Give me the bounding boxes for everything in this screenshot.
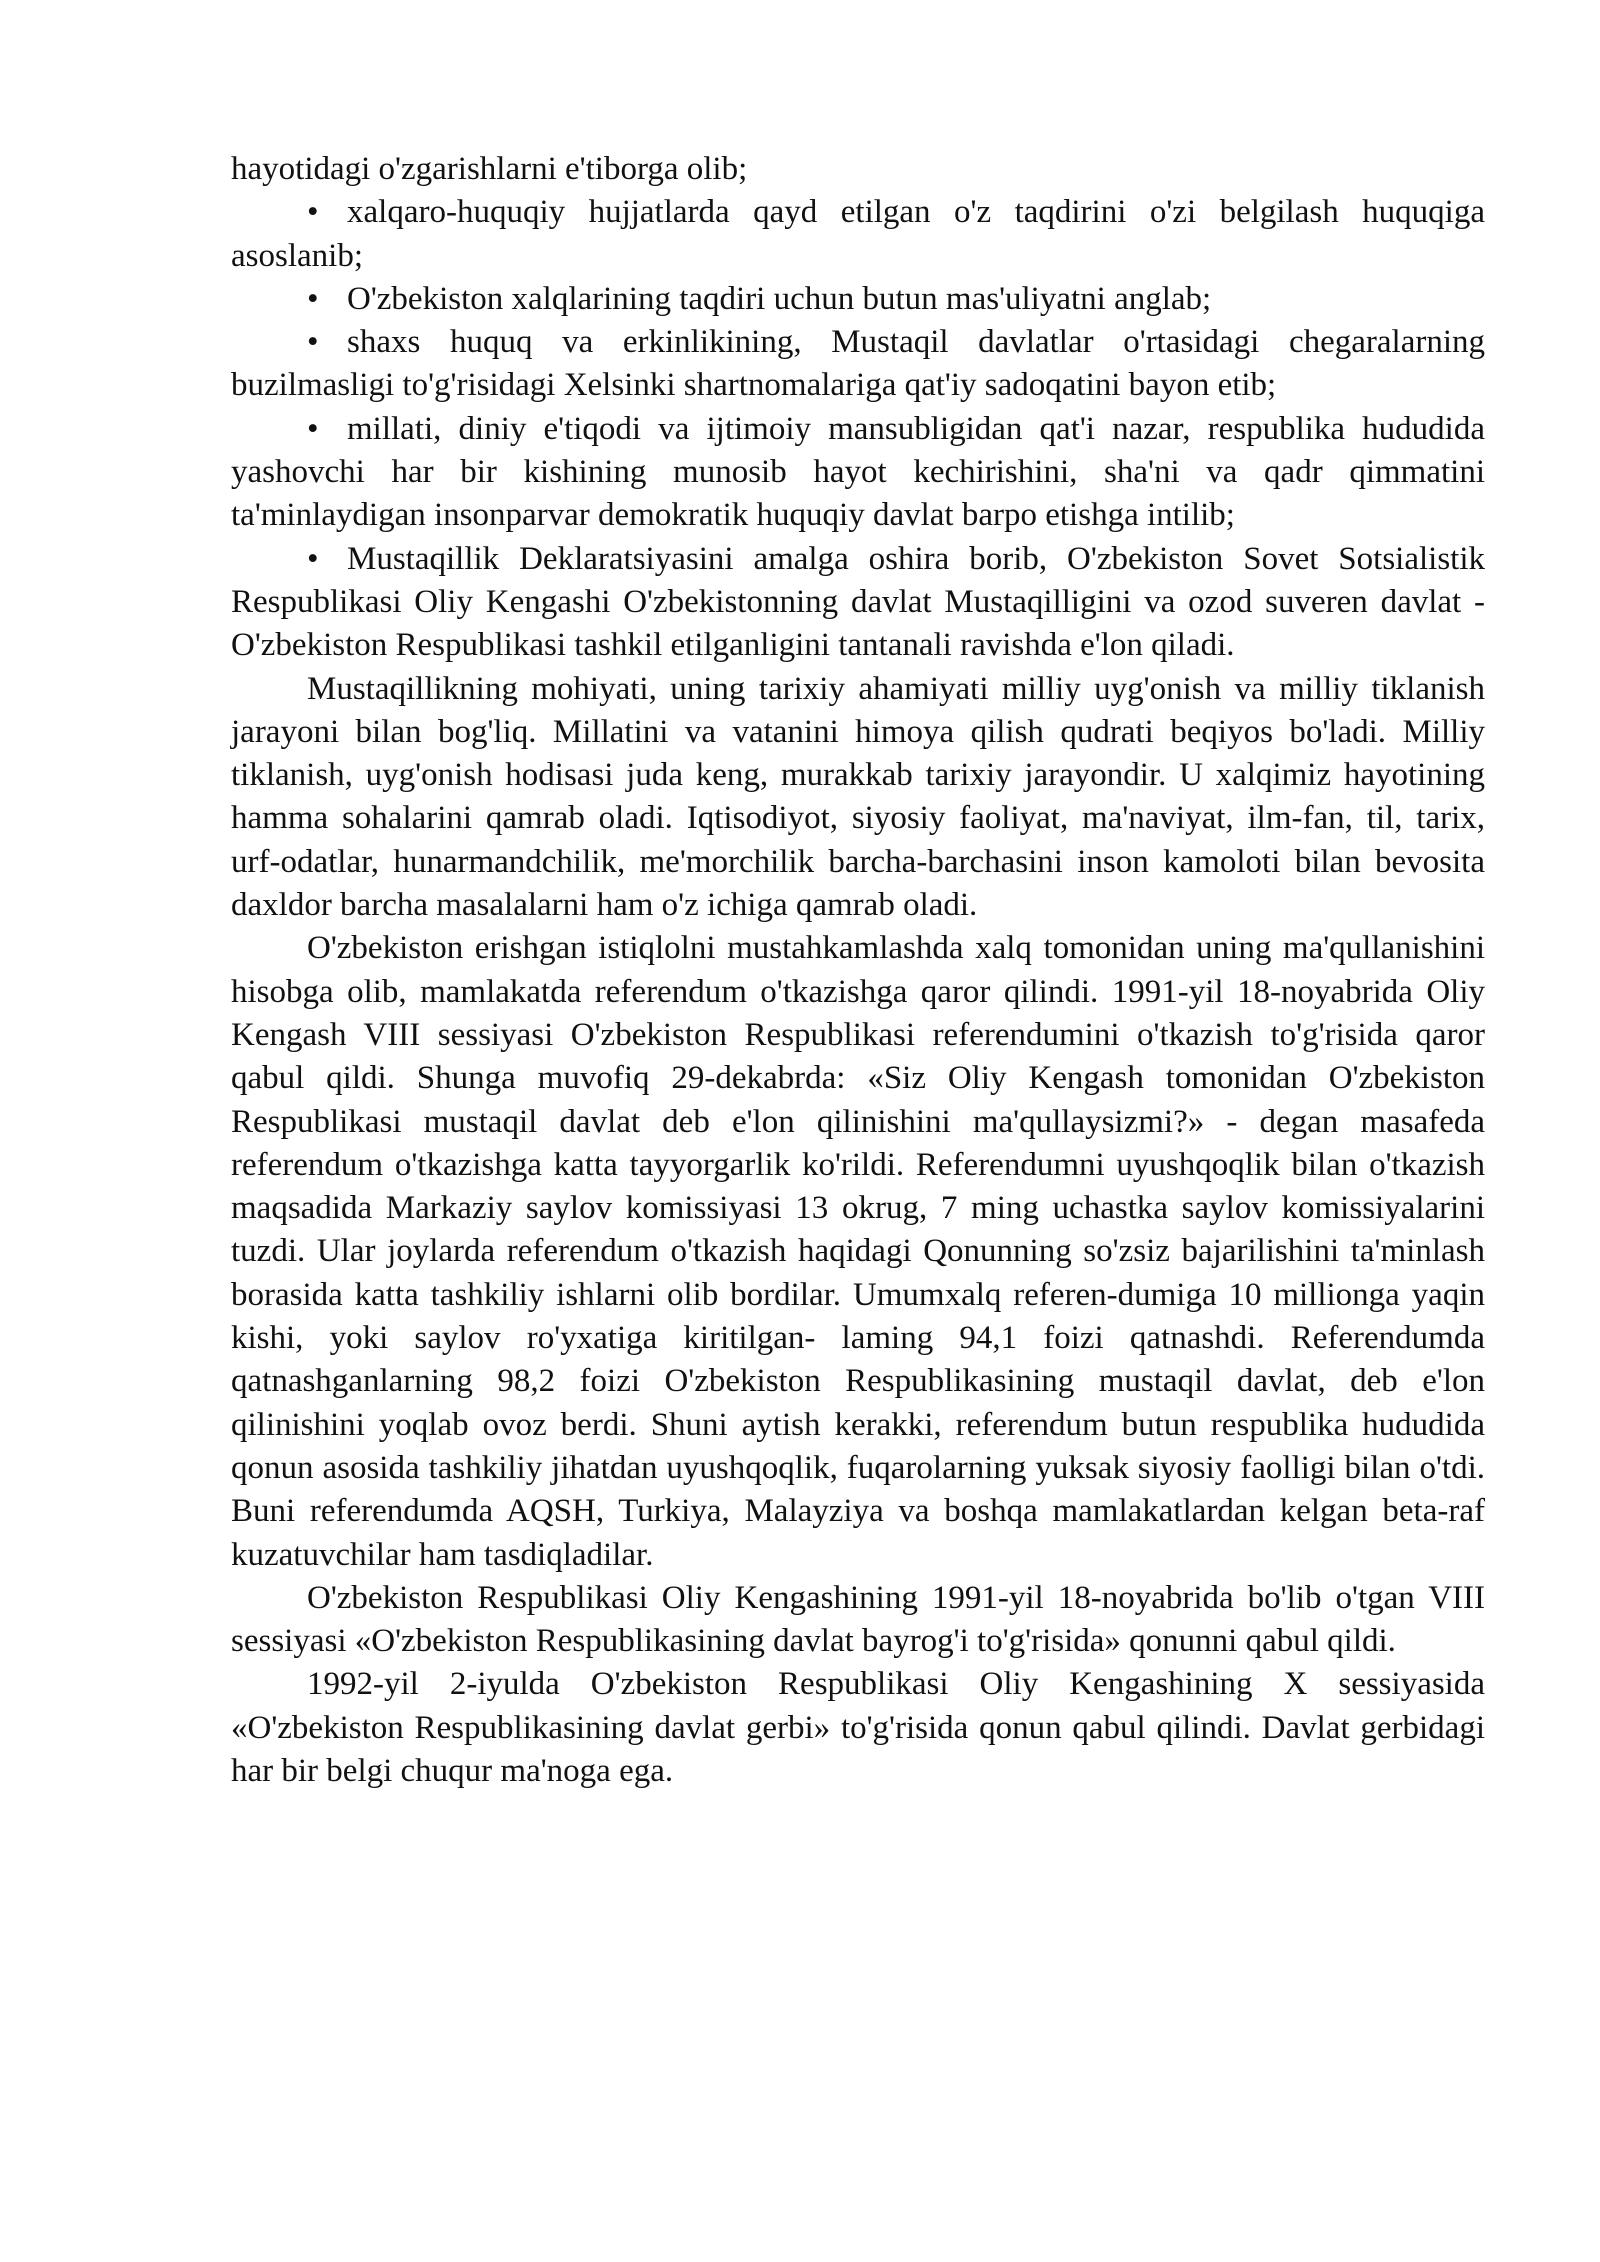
bullet-mark: • bbox=[307, 410, 319, 447]
continuation-line: hayotidagi o'zgarishlarni e'tiborga olib; bbox=[231, 151, 748, 187]
bullet-mark: • bbox=[307, 540, 319, 577]
bullet-item bbox=[231, 321, 1485, 408]
body-paragraph: Mustaqillikning mohiyati, uning tarixiy ahamiyati milliy uyg'onish va milliy tiklanish jarayoni bilan bog'liq. Millatini va vatanini himoya qilish qudrati beqiyos bo'ladi. Milliy tiklanish, uyg'onish hodisasi juda keng, murakkab tarixiy jarayondir. U xalqimiz hayotining hamma sohalarini qamrab oladi. Iqtisodiyot, siyosiy faoliyat, ma'naviyat, ilm-fan, til, tarix, urf-odatlar, hunarmandchilik, me'morchilik barcha-barchasini inson kamoloti bilan bevosita daxldor barcha masalalarni ham o'z ichiga qamrab oladi. bbox=[231, 670, 1485, 924]
bullet-text: xalqaro-huquqiy hujjatlarda qayd etilgan o'z taqdirini o'zi belgilash huquqiga asoslanib; bbox=[231, 194, 1485, 274]
body-paragraph: O'zbekiston Respublikasi Oliy Kengashining 1991-yil 18-noyabrida bo'lib o'tgan VIII sessiyasi «O'zbekiston Respublikasining davlat bayrog'i to'g'risida» qonunni qabul qildi. bbox=[231, 1579, 1485, 1660]
bullet-item bbox=[231, 278, 1485, 321]
body-paragraph: O'zbekiston erishgan istiqlolni mustahkamlashda xalq tomonidan uning ma'qullanishini hisobga olib, mamlakatda referendum o'tkazishga qaror qilindi. 1991-yil 18-noyabrida Oliy Kengash VIII sessiyasi O'zbekiston Respublikasi referendumini o'tkazish to'g'risida qaror qabul qildi. Shunga muvofiq 29-dekabrda: «Siz Oliy Kengash tomonidan O'zbekiston Respublikasi mustaqil davlat deb e'lon qilinishini ma'qullaysizmi?» - degan masafeda referendum o'tkazishga katta tayyorgarlik ko'rildi. Referendumni uyushqoqlik bilan o'tkazish maqsadida Markaziy saylov komissiyasi 13 okrug, 7 ming uchastka saylov komissiyalarini tuzdi. Ular joylarda referendum o'tkazish haqidagi Qonunning so'zsiz bajarilishini ta'minlash borasida katta tashkiliy ishlarni olib bordilar. Umumxalq referen-dumiga 10 millionga yaqin kishi, yoki saylov ro'yxatiga kiritilgan- laming 94,1 foizi qatnashdi. Referendumda qatnashganlarning 98,2 foizi O'zbekiston Respublikasining mustaqil davlat, deb e'lon qilinishini yoqlab ovoz berdi. Shuni aytish kerakki, referendum butun respublika hududida qonun asosida tashkiliy jihatdan uyushqoqlik, fuqarolarning yuksak siyosiy faolligi bilan o'tdi. Buni referendumda AQSH, Turkiya, Malayziya va boshqa mamlakatlardan kelgan beta-raf kuzatuvchilar ham tasdiqladilar. bbox=[231, 930, 1485, 1573]
document-page bbox=[231, 148, 1485, 1793]
bullet-item bbox=[231, 538, 1485, 668]
bullet-text: shaxs huquq va erkinlikining, Mustaqil davlatlar o'rtasidagi chegaralarning buzilmasligi to'g'risidagi Xelsinki shartnomalariga qat'iy sadoqatini bayon etib; bbox=[231, 324, 1485, 404]
bullet-text: millati, diniy e'tiqodi va ijtimoiy mansubligidan qat'i nazar, respublika hududida yashovchi har bir kishining munosib hayot kechirishini, sha'ni va qadr qimmatini ta'minlaydigan insonparvar demokratik huquqiy davlat barpo etishga intilib; bbox=[231, 410, 1485, 534]
bullet-item bbox=[231, 408, 1485, 538]
bullet-mark: • bbox=[307, 194, 319, 231]
bullet-mark: • bbox=[307, 280, 319, 317]
body-paragraph: 1992-yil 2-iyulda O'zbekiston Respublikasi Oliy Kengashining X sessiyasida «O'zbekiston Respublikasining davlat gerbi» to'g'risida qonun qabul qilindi. Davlat gerbidagi har bir belgi chuqur ma'noga ega. bbox=[231, 1666, 1485, 1789]
bullet-item bbox=[231, 191, 1485, 278]
bullet-mark: • bbox=[307, 324, 319, 361]
bullet-text: O'zbekiston xalqlarining taqdiri uchun butun mas'uliyatni anglab; bbox=[347, 280, 1212, 317]
bullet-text: Mustaqillik Deklaratsiyasini amalga oshira borib, O'zbekiston Sovet Sotsialistik Respublikasi Oliy Kengashi O'zbekistonning davlat Mustaqilligini va ozod suveren davlat - O'zbekiston Respublikasi tashkil etilganligini tantanali ravishda e'lon qiladi. bbox=[231, 540, 1485, 664]
